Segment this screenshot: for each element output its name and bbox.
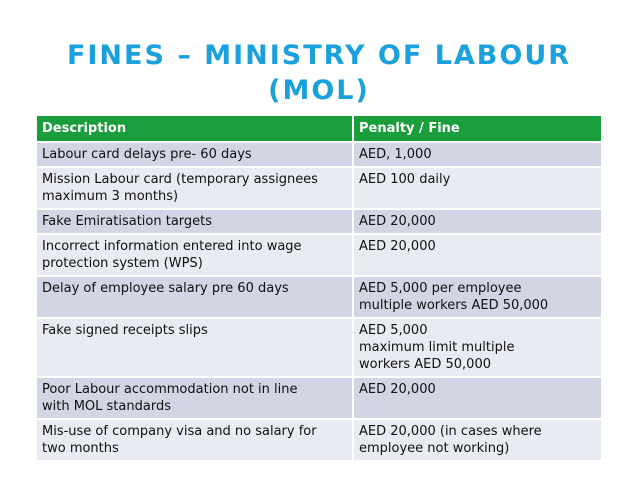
penalty-cell: AED 20,000 (353, 234, 602, 276)
column-header-description: Description (37, 116, 353, 142)
description-cell: Incorrect information entered into wage protection system (WPS) (37, 234, 353, 276)
description-cell: Labour card delays pre- 60 days (37, 142, 353, 167)
penalty-cell: AED 20,000 (in cases where employee not working) (353, 419, 602, 461)
table-row (37, 209, 602, 234)
table-row (37, 377, 602, 419)
page-title-line-2: (MOL) (268, 75, 370, 106)
table-header-row (37, 116, 602, 142)
description-cell: Fake Emiratisation targets (37, 209, 353, 234)
description-cell: Delay of employee salary pre 60 days (37, 276, 353, 318)
description-cell: Mission Labour card (temporary assignees maximum 3 months) (37, 167, 353, 209)
table-row (37, 318, 602, 377)
page-title (0, 38, 638, 108)
fines-table (37, 116, 603, 462)
description-cell: Mis-use of company visa and no salary for two months (37, 419, 353, 461)
table-row (37, 142, 602, 167)
penalty-cell: AED 5,000 maximum limit multiple workers AED 50,000 (353, 318, 602, 377)
table-row (37, 234, 602, 276)
penalty-cell: AED 20,000 (353, 209, 602, 234)
table-row (37, 419, 602, 461)
page-title-line-1: FINES – MINISTRY OF LABOUR (66, 40, 572, 71)
penalty-cell: AED 100 daily (353, 167, 602, 209)
description-cell: Fake signed receipts slips (37, 318, 353, 377)
penalty-cell: AED 20,000 (353, 377, 602, 419)
penalty-cell: AED, 1,000 (353, 142, 602, 167)
table-row (37, 167, 602, 209)
description-cell: Poor Labour accommodation not in line with MOL standards (37, 377, 353, 419)
table-row (37, 276, 602, 318)
column-header-penalty: Penalty / Fine (353, 116, 602, 142)
penalty-cell: AED 5,000 per employee multiple workers AED 50,000 (353, 276, 602, 318)
